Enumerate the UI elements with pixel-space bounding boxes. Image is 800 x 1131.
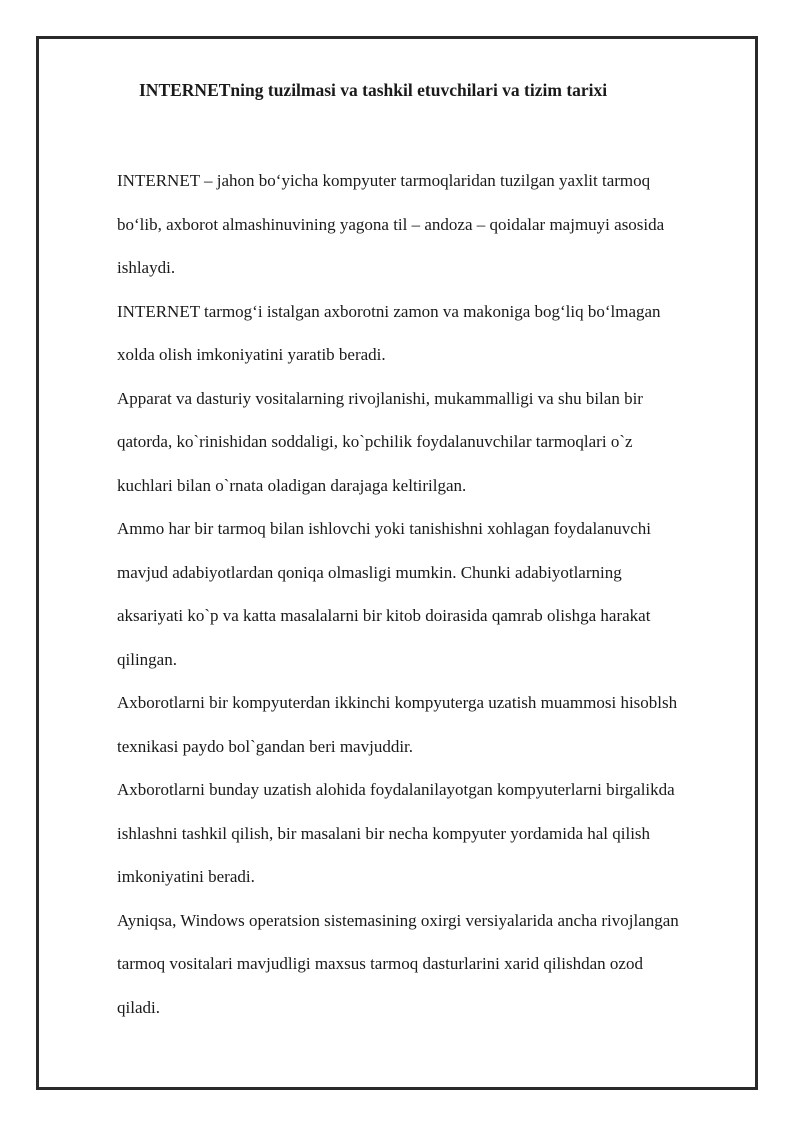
- paragraph: [117, 377, 747, 508]
- paragraph-line: kuchlari bilan o`rnata oladigan darajaga keltirilgan.: [117, 475, 467, 495]
- paragraph-line: mavjud adabiyotlardan qoniqa olmasligi mumkin. Chunki adabiyotlarning: [117, 562, 622, 582]
- paragraph-line: Apparat va dasturiy vositalarning rivojlanishi, mukammalligi va shu bilan bir: [117, 388, 643, 408]
- paragraph-line: bo‘lib, axborot almashinuvining yagona til – andoza – qoidalar majmuyi asosida: [117, 214, 665, 234]
- paragraph: [117, 681, 747, 768]
- paragraph-line: aksariyati ko`p va katta masalalarni bir kitob doirasida qamrab olishga harakat: [117, 606, 651, 625]
- paragraph-line: Axborotlarni bunday uzatish alohida foydalanilayotgan kompyuterlarni birgalikda: [117, 780, 675, 799]
- paragraph-line: Axborotlarni bir kompyuterdan ikkinchi kompyuterga uzatish muammosi hisoblsh: [117, 693, 678, 712]
- paragraph-line: texnikasi paydo bol`gandan beri mavjuddir.: [117, 736, 414, 756]
- paragraph-line: qiladi.: [117, 997, 160, 1017]
- paragraph-line: Ayniqsa, Windows operatsion sistemasining oxirgi versiyalarida ancha rivojlangan: [117, 910, 679, 930]
- paragraph-line: INTERNET – jahon bo‘yicha kompyuter tarmoqlaridan tuzilgan yaxlit tarmoq: [117, 171, 651, 190]
- paragraph-line: qilingan.: [117, 649, 177, 669]
- paragraph-line: Ammo har bir tarmoq bilan ishlovchi yoki tanishishni xohlagan foydalanuvchi: [117, 519, 651, 538]
- paragraph-line: ishlashni tashkil qilish, bir masalani bir necha kompyuter yordamida hal qilish: [117, 823, 651, 843]
- paragraph: [117, 507, 747, 681]
- document-title: INTERNETning tuzilmasi va tashkil etuvchilari va tizim tarixi: [139, 80, 608, 100]
- paragraph-line: ishlaydi.: [117, 258, 176, 277]
- paragraph-line: imkoniyatini beradi.: [117, 867, 255, 886]
- page-frame: [36, 36, 758, 1090]
- paragraph-line: INTERNET tarmog‘i istalgan axborotni zamon va makoniga bog‘liq bo‘lmagan: [117, 301, 661, 321]
- paragraph: [117, 899, 747, 1030]
- paragraph: [117, 768, 747, 899]
- document-body: [117, 159, 747, 1029]
- paragraph: [117, 290, 747, 377]
- paragraph-line: qatorda, ko`rinishidan soddaligi, ko`pchilik foydalanuvchilar tarmoqlari o`z: [117, 432, 633, 451]
- paragraph-line: tarmoq vositalari mavjudligi maxsus tarmoq dasturlarini xarid qilishdan ozod: [117, 954, 643, 973]
- paragraph: [117, 159, 747, 290]
- paragraph-line: xolda olish imkoniyatini yaratib beradi.: [117, 345, 386, 364]
